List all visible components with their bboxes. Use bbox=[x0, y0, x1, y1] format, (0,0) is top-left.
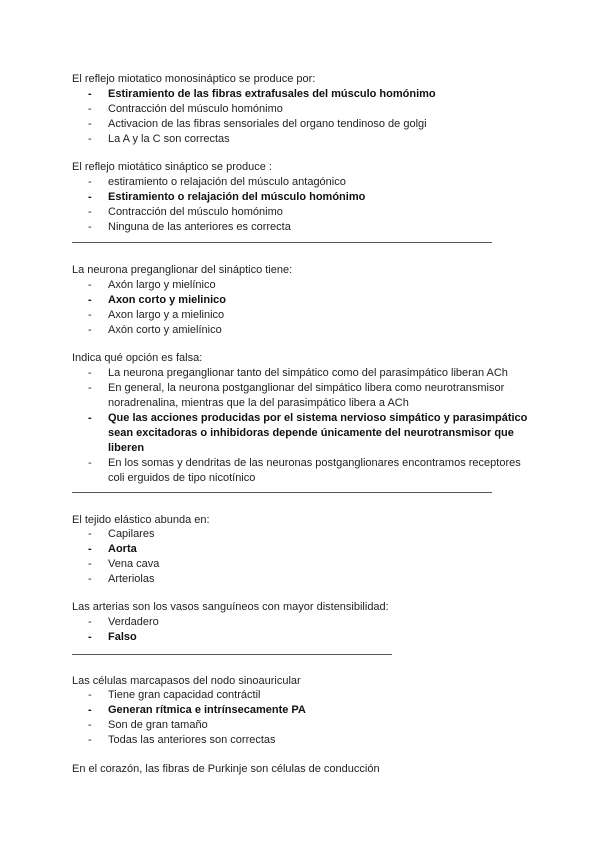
question-2: El reflejo miotático sináptico se produce : bbox=[72, 161, 272, 173]
option: - Contracción del músculo homónimo bbox=[88, 103, 283, 115]
option: - Estiramiento de las fibras extrafusales del músculo homónimo bbox=[88, 88, 436, 100]
option: - Tiene gran capacidad contráctil bbox=[88, 689, 261, 701]
option: - Activacion de las fibras sensoriales del organo tendinoso de golgi bbox=[88, 118, 427, 130]
options-7 bbox=[88, 688, 306, 748]
option: - La A y la C son correctas bbox=[88, 133, 230, 145]
separator-line bbox=[72, 492, 492, 493]
option: - En los somas y dendritas de las neuronas postganglionares encontramos receptores coli erguidos de tipo nicotínico bbox=[88, 457, 521, 484]
option: - Axon corto y mielinico bbox=[88, 294, 226, 306]
options-1 bbox=[88, 87, 436, 147]
options-2 bbox=[88, 175, 365, 235]
option: - Vena cava bbox=[88, 558, 160, 570]
option: - Aorta bbox=[88, 543, 137, 555]
options-3 bbox=[88, 278, 226, 338]
option: - Axón corto y amielínico bbox=[88, 324, 222, 336]
options-4 bbox=[88, 366, 528, 486]
options-6 bbox=[88, 615, 159, 645]
question-4: Indica qué opción es falsa: bbox=[72, 352, 203, 364]
option: - Axon largo y a mielinico bbox=[88, 309, 225, 321]
option: - Que las acciones producidas por el sistema nervioso simpático y parasimpático sean excitadoras o inhibidoras depende únicamente del neurotransmisor que liberen bbox=[88, 412, 528, 454]
option: - Son de gran tamaño bbox=[88, 719, 208, 731]
separator-line bbox=[72, 242, 492, 243]
option: - Verdadero bbox=[88, 616, 159, 628]
option: - Ninguna de las anteriores es correcta bbox=[88, 221, 291, 233]
final-statement: En el corazón, las fibras de Purkinje son células de conducción bbox=[72, 763, 380, 775]
option: - Axón largo y mielínico bbox=[88, 279, 216, 291]
question-3: La neurona preganglionar del sináptico tiene: bbox=[72, 264, 293, 276]
question-1: El reflejo miotatico monosináptico se produce por: bbox=[72, 73, 316, 85]
question-5: El tejido elástico abunda en: bbox=[72, 514, 210, 526]
option: - La neurona preganglionar tanto del simpático como del parasimpático liberan ACh bbox=[88, 367, 508, 379]
question-6: Las arterias son los vasos sanguíneos con mayor distensibilidad: bbox=[72, 601, 389, 613]
option: - Estiramiento o relajación del músculo homónimo bbox=[88, 191, 366, 203]
separator-line bbox=[72, 654, 392, 655]
option: - Contracción del músculo homónimo bbox=[88, 206, 283, 218]
option: - Capilares bbox=[88, 528, 155, 540]
option: - Todas las anteriores son correctas bbox=[88, 734, 276, 746]
option: - estiramiento o relajación del músculo antagónico bbox=[88, 176, 346, 188]
option: - Falso bbox=[88, 631, 137, 643]
question-7: Las células marcapasos del nodo sinoauricular bbox=[72, 675, 301, 687]
options-5 bbox=[88, 527, 159, 587]
option: - Arteriolas bbox=[88, 573, 155, 585]
option: - En general, la neurona postganglionar del simpático libera como neurotransmisor noradrenalina, mientras que la del parasimpático libera a ACh bbox=[88, 382, 505, 409]
option: - Generan rítmica e intrínsecamente PA bbox=[88, 704, 306, 716]
